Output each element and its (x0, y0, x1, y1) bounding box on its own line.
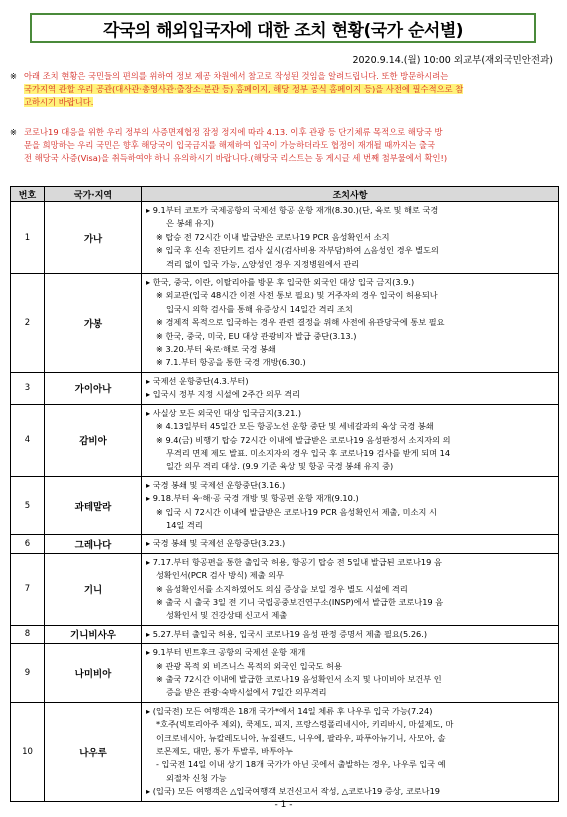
dateline: 2020.9.14.(월) 10:00 외교부(재외국민안전과) (352, 55, 553, 66)
row-country: 나미비아 (45, 644, 142, 703)
measure-line: 이크로네시아, 뉴칼레도니아, 뉴질랜드, 니우에, 팔라우, 파푸아뉴기니, 사모아, 솔 (156, 732, 446, 743)
table-row (11, 702, 559, 801)
row-number: 9 (11, 644, 45, 703)
measure-line: ※ 출국 시 출국 3일 전 기니 국립공중보건연구소(INSP)에서 발급한 코로나19 음 (156, 596, 444, 607)
notice-line: 국가지역 관할 우리 공관(대사관·총영사관·출장소·분관 등) 홈페이지, 해당 정부 공식 홈페이지 등)을 사전에 필수적으로 참 (24, 84, 464, 94)
notice-star: ※ (10, 71, 17, 81)
row-measures (142, 476, 559, 535)
measure-line: 은 봉쇄 유지) (166, 218, 214, 229)
measure-line: ▸ 입국시 정부 지정 시설에 2주간 의무 격리 (146, 389, 301, 400)
notice-line: 고하시기 바랍니다. (24, 97, 94, 107)
measure-line: 성확인서 및 건강상태 신고서 제출 (166, 610, 288, 621)
row-measures (142, 404, 559, 476)
measure-line: ▸ 국경 봉쇄 및 국제선 운항중단(3.23.) (146, 538, 286, 549)
row-country: 가나 (45, 202, 142, 274)
row-number: 10 (11, 702, 45, 801)
measures-table (10, 186, 559, 802)
table-row (11, 644, 559, 703)
notice-1 (10, 70, 558, 109)
row-number: 2 (11, 274, 45, 373)
row-country: 감비아 (45, 404, 142, 476)
row-measures (142, 535, 559, 553)
header-measures: 조치사항 (142, 187, 559, 202)
header-number: 번호 (11, 187, 45, 202)
measure-line: ▸ (입국전) 모든 여행객은 18개 국가*에서 14일 체류 후 나우루 입국 가능(7.24) (146, 705, 433, 716)
measure-line: - 입국전 14일 이내 상기 18개 국가가 아닌 곳에서 출발하는 경우, 나우루 입국 예 (156, 759, 446, 770)
row-country: 나우루 (45, 702, 142, 801)
measure-line: 격리 없이 입국 가능, △양성인 경우 지정병원에서 관리 (166, 258, 360, 269)
notice-line: 문을 희망하는 우리 국민은 향후 해당국이 입국금지를 해제하여 입국이 가능하더라도 협정이 재개될 때까지는 출국 (24, 140, 435, 150)
table-row (11, 535, 559, 553)
row-measures (142, 553, 559, 625)
measure-line: *호주(빅토리아주 제외), 쿡제도, 피지, 프랑스령폴리네시아, 키리바시, 마셜제도, 마 (156, 719, 454, 730)
measure-line: ※ 3.20.부터 육로·해로 국경 봉쇄 (156, 344, 276, 355)
measure-line: ※ 경제적 목적으로 입국하는 경우 관련 결정을 위해 사전에 유관당국에 통보 필요 (156, 317, 445, 328)
table-body (11, 202, 559, 802)
measure-line: 증을 받은 관광·숙박시설에서 7일간 의무격리 (166, 687, 327, 698)
measure-line: ▸ 9.1부터 코토카 국제공항의 국제선 항공 운항 재개(8.30.)(단, 육로 및 해로 국경 (146, 205, 439, 215)
measure-line: 로몬제도, 대만, 통가 투발루, 바투아누 (156, 746, 293, 757)
measure-line: ▸ (입국) 모든 여행객은 △입국여행객 보건신고서 작성, △코로나19 증상, 코로나19 (146, 786, 441, 797)
measure-line: 성확인서(PCR 검사 방식) 제출 의무 (156, 570, 285, 581)
notice-2 (10, 126, 558, 165)
row-measures (142, 202, 559, 274)
title-box (30, 13, 536, 43)
table-row (11, 372, 559, 404)
measure-line: ▸ 9.1부터 빈트후크 공항의 국제선 운항 재개 (146, 647, 306, 658)
measure-line: ※ 입국 시 72시간 이내에 발급받은 코로나19 PCR 음성확인서 제출, 미소지 시 (156, 506, 437, 517)
table-row (11, 625, 559, 643)
row-measures (142, 372, 559, 404)
row-country: 그레나다 (45, 535, 142, 553)
row-country: 가이아나 (45, 372, 142, 404)
measure-line: ▸ 국제선 운항중단(4.3.부터) (146, 375, 249, 386)
measure-line: 입국시 의학 검사를 통해 유증상시 14일간 격리 조치 (166, 303, 353, 314)
notice-line: 코로나19 대응을 위한 우리 정부의 사증면제협정 잠정 정지에 따라 4.13. 이후 관광 등 단기체류 목적으로 해당국 방 (24, 127, 443, 137)
measure-line: ※ 7.1.부터 항공을 통한 국경 개방(6.30.) (156, 357, 306, 368)
row-measures (142, 274, 559, 373)
measure-line: ▸ 한국, 중국, 이란, 이탈리아를 방문 후 입국한 외국인 대상 입국 금지(3.9.) (146, 277, 415, 288)
table-row (11, 202, 559, 274)
measure-line: 외절차 신청 가능 (166, 772, 227, 783)
measure-line: ▸ 7.17.부터 항공편을 통한 출입국 허용, 항공기 탑승 전 5일내 발급된 코로나19 음 (146, 556, 442, 567)
page-number: - 1 - (274, 800, 293, 810)
row-number: 8 (11, 625, 45, 643)
measure-line: ▸ 5.27.부터 출입국 허용, 입국시 코로나19 음성 판정 증명서 제출 필요(5.26.) (146, 628, 428, 639)
row-number: 6 (11, 535, 45, 553)
row-country: 기니비사우 (45, 625, 142, 643)
row-measures (142, 644, 559, 703)
measure-line: ※ 탑승 전 72시간 이내 발급받은 코로나19 PCR 음성확인서 소지 (156, 231, 390, 242)
row-number: 5 (11, 476, 45, 535)
table-row (11, 553, 559, 625)
table-header-row (11, 187, 559, 202)
measure-line: ※ 관광 목적 외 비즈니스 목적의 외국인 입국도 허용 (156, 660, 342, 671)
row-measures (142, 625, 559, 643)
measure-line: ※ 외교관(입국 48시간 이전 사전 통보 필요) 및 거주자의 경우 입국이 허용되나 (156, 290, 438, 301)
measure-line: 무격리 면제 제도 발표. 미소지자의 경우 입국 후 코로나19 검사를 받게 되며 14 (166, 447, 451, 458)
table-row (11, 274, 559, 373)
measure-line: ※ 4.13일부터 45일간 모든 항공노선 운항 중단 및 세네갈과의 육상 국경 봉쇄 (156, 421, 434, 432)
header-country: 국가·지역 (45, 187, 142, 202)
row-number: 1 (11, 202, 45, 274)
measure-line: ※ 한국, 중국, 미국, EU 대상 관광비자 발급 중단(3.13.) (156, 330, 357, 341)
row-country: 과테말라 (45, 476, 142, 535)
row-number: 4 (11, 404, 45, 476)
notice-line: 전 해당국 사증(Visa)을 취득하여야 하니 유의하시기 바랍니다.(해당국 리스트는 동 게시글 세 번째 첨부물에서 확인!) (24, 153, 448, 163)
measure-line: ▸ 9.18.부터 육·해·공 국경 개방 및 항공편 운항 재개(9.10.) (146, 493, 359, 504)
measure-line: ※ 출국 72시간 이내에 발급한 코로나19 음성확인서 소지 및 나미비아 보건부 인 (156, 674, 442, 684)
table-row (11, 476, 559, 535)
measure-line: ※ 입국 후 신속 진단키트 검사 실시(검사비용 자부담)하여 △음성인 경우 별도의 (156, 245, 439, 256)
row-measures (142, 702, 559, 801)
row-number: 7 (11, 553, 45, 625)
measure-line: ▸ 국경 봉쇄 및 국제선 운항중단(3.16.) (146, 479, 286, 490)
measure-line: 일간 의무 격리 대상. (9.9 기준 육상 및 항공 국경 봉쇄 유지 중) (166, 461, 394, 472)
row-country: 기니 (45, 553, 142, 625)
measure-line: ▸ 사실상 모든 외국인 대상 입국금지(3.21.) (146, 407, 302, 418)
row-country: 가봉 (45, 274, 142, 373)
measure-line: ※ 음성확인서를 소지하였어도 의심 증상을 보일 경우 별도 시설에 격리 (156, 583, 408, 594)
page-title: 각국의 해외입국자에 대한 조치 현황(국가 순서별) (102, 20, 464, 41)
measure-line: 14일 격리 (166, 519, 203, 530)
row-number: 3 (11, 372, 45, 404)
table-row (11, 404, 559, 476)
measure-line: ※ 9.4(금) 비행기 탑승 72시간 이내에 발급받은 코로나19 음성판정서 소지자의 의 (156, 434, 451, 445)
notice-line: 아래 조치 현황은 국민들의 편의를 위하여 정보 제공 차원에서 참고로 작성된 것임을 알려드립니다. 또한 방문하시려는 (24, 71, 449, 81)
notice-star: ※ (10, 127, 17, 137)
